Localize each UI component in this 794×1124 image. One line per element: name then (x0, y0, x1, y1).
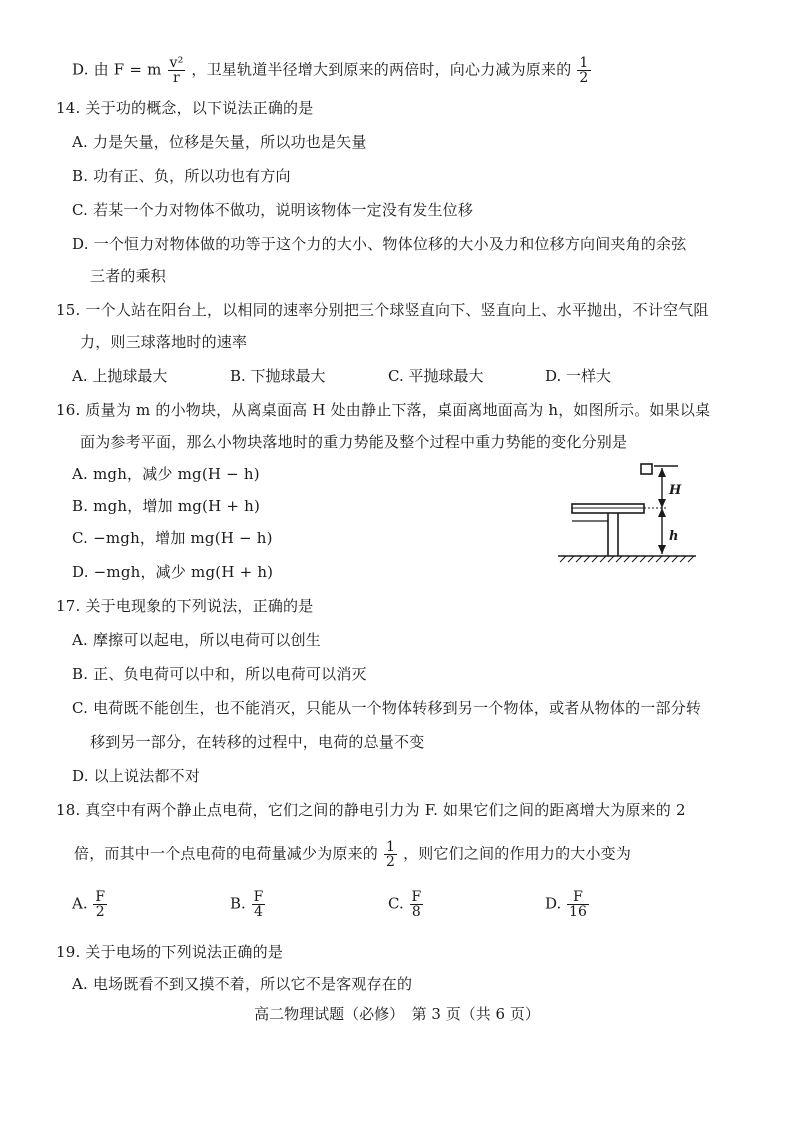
q19-option-a: A. 电场既看不到又摸不着，所以它不是客观存在的 (72, 975, 413, 993)
q18-c-num: F (411, 889, 422, 905)
q13-fraction-v2-r (168, 56, 186, 85)
q15-option-c: C. 平抛球最大 (388, 367, 484, 385)
q16-stem-line1: 16. 质量为 m 的小物块，从离桌面高 H 处由静止下落，桌面离地面高为 h，如图所示。如果以桌 (56, 401, 711, 419)
q13-half-num: 1 (579, 55, 589, 71)
q17-option-a: A. 摩擦可以起电，所以电荷可以创生 (72, 631, 321, 649)
q16-option-d: D. −mgh，减少 mg(H + h) (72, 563, 274, 581)
q18-option-c (388, 890, 424, 919)
q18-option-d (545, 890, 590, 919)
q13-option-d (72, 56, 592, 85)
arrow-up-icon (658, 468, 666, 477)
q13-d-text-b: ，卫星轨道半径增大到原来的两倍时，向心力减为原来的 (191, 60, 572, 79)
q18-a-fraction (93, 890, 107, 919)
q14-option-b: B. 功有正、负，所以功也有方向 (72, 167, 291, 185)
q15-stem-line2: 力，则三球落地时的速率 (80, 333, 248, 351)
q16-option-a: A. mgh，减少 mg(H − h) (72, 465, 260, 483)
q18-stem-line1: 18. 真空中有两个静止点电荷，它们之间的静电引力为 F. 如果它们之间的距离增大为原来的 2 (56, 801, 686, 819)
q18-c-fraction (410, 890, 424, 919)
label-h: h (669, 529, 679, 544)
q18-half-den: 2 (385, 854, 396, 870)
q16-option-c: C. −mgh，增加 mg(H − h) (72, 529, 273, 547)
q13-d-text-a: D. 由 F = m (72, 60, 162, 79)
q13-frac-den: r (173, 70, 180, 86)
q17-option-b: B. 正、负电荷可以中和，所以电荷可以消灭 (72, 665, 367, 683)
arrow-down-icon (658, 499, 666, 508)
q15-option-a: A. 上抛球最大 (72, 367, 168, 385)
q15-option-b: B. 下抛球最大 (230, 367, 326, 385)
q16-stem-line2: 面为参考平面，那么小物块落地时的重力势能及整个过程中重力势能的变化分别是 (80, 433, 628, 451)
q18-stem2-text-b: ，则它们之间的作用力的大小变为 (403, 844, 632, 863)
q16-option-b: B. mgh，增加 mg(H + h) (72, 497, 260, 515)
q18-b-label: B. (230, 894, 246, 913)
q13-frac-num: v² (169, 55, 184, 71)
q18-option-b (230, 890, 266, 919)
q18-b-den: 4 (253, 904, 263, 920)
q17-option-c-line2: 移到另一部分，在转移的过程中，电荷的总量不变 (90, 733, 425, 751)
q18-d-den: 16 (569, 904, 587, 920)
q18-d-label: D. (545, 894, 562, 913)
q18-option-a (72, 890, 108, 919)
q17-stem: 17. 关于电现象的下列说法，正确的是 (56, 597, 314, 615)
q13-half-den: 2 (579, 70, 589, 86)
q15-option-d: D. 一样大 (545, 367, 612, 385)
q18-half-num: 1 (385, 839, 396, 855)
q18-d-num: F (567, 890, 589, 905)
q17-option-c-line1: C. 电荷既不能创生，也不能消灭，只能从一个物体转移到另一个物体，或者从物体的一部分转 (72, 699, 702, 717)
q14-stem: 14. 关于功的概念，以下说法正确的是 (56, 99, 314, 117)
ground-hatching (560, 556, 694, 562)
q14-option-c: C. 若某一个力对物体不做功，说明该物体一定没有发生位移 (72, 201, 474, 219)
q18-stem-line2 (74, 840, 631, 869)
q18-a-num: F (95, 889, 106, 905)
arrow-down-icon (658, 545, 666, 554)
q19-stem: 19. 关于电场的下列说法正确的是 (56, 943, 284, 961)
q18-b-fraction (252, 890, 266, 919)
q18-stem2-text-a: 倍，而其中一个点电荷的电荷量减少为原来的 (74, 844, 379, 863)
page-footer: 高二物理试题（必修） 第 3 页（共 6 页） (254, 1005, 540, 1023)
q18-a-label: A. (72, 894, 88, 913)
q16-diagram (550, 458, 700, 570)
q18-d-fraction (567, 890, 589, 919)
q18-b-num: F (253, 889, 264, 905)
q17-option-d: D. 以上说法都不对 (72, 767, 201, 785)
q15-stem-line1: 15. 一个人站在阳台上，以相同的速率分别把三个球竖直向下、竖直向上、水平抛出，不计空气阻 (56, 301, 709, 319)
q18-a-den: 2 (95, 904, 105, 920)
block-icon (641, 464, 652, 474)
q18-c-den: 8 (411, 904, 421, 920)
q13-fraction-half (577, 56, 590, 85)
arrow-up-icon (658, 508, 666, 517)
q18-fraction-half (384, 840, 397, 869)
label-H: H (669, 483, 682, 498)
q14-option-d-line2: 三者的乘积 (90, 267, 167, 285)
q14-option-a: A. 力是矢量，位移是矢量，所以功也是矢量 (72, 133, 367, 151)
q18-c-label: C. (388, 894, 404, 913)
q14-option-d-line1: D. 一个恒力对物体做的功等于这个力的大小、物体位移的大小及力和位移方向间夹角的余弦 (72, 235, 687, 253)
